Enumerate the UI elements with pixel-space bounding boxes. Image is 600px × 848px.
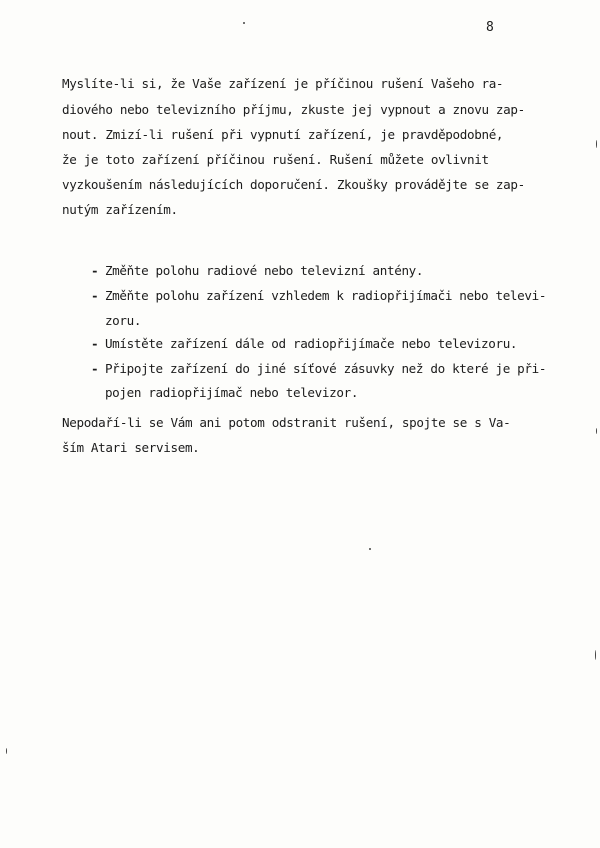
paragraph-2-line-1: Nepodaří-li se Vám ani potom odstranit rušení, spojte se s Va- (62, 415, 511, 430)
scan-speck (243, 22, 245, 24)
paragraph-1-line-6: nutým zařízením. (62, 202, 178, 217)
paragraph-1-line-2: diového nebo televizního příjmu, zkuste jej vypnout a znovu zap- (62, 102, 525, 117)
list-item-text: zoru. (104, 313, 142, 328)
paragraph-1-line-3: nout. Zmizí-li rušení při vypnutí zařízení, je pravděpodobné, (62, 127, 504, 142)
list-dash: - (90, 263, 99, 278)
list-item-text: Připojte zařízení do jiné síťové zásuvky než do které je při- (104, 361, 547, 376)
list-item-text: Umístěte zařízení dále od radiopřijímače nebo televizoru. (104, 336, 518, 351)
paragraph-1-line-5: vyzkoušením následujících doporučení. Zkoušky provádějte se zap- (62, 177, 525, 192)
paragraph-1-line-1: Myslíte-li si, že Vaše zařízení je příčinou rušení Vašeho ra- (62, 76, 504, 91)
scan-speck (595, 650, 596, 660)
scan-speck (6, 748, 7, 754)
list-item-text: pojen radiopřijímač nebo televizor. (104, 385, 359, 400)
list-dash: - (90, 336, 99, 351)
scan-speck (596, 140, 597, 148)
list-item-continuation (62, 369, 358, 417)
paragraph-2-line-2: ším Atari servisem. (62, 440, 200, 455)
page-number: 8 (486, 20, 494, 35)
paragraph-1-line-4: že je toto zařízení příčinou rušení. Rušení můžete ovlivnit (62, 152, 489, 167)
scan-speck (369, 548, 371, 550)
list-item-text: Změňte polohu zařízení vzhledem k radiopřijímači nebo televi- (104, 288, 547, 303)
list-dash: - (90, 361, 99, 376)
list-item-text: Změňte polohu radiové nebo televizní antény. (104, 263, 424, 278)
list-dash: - (90, 288, 99, 303)
scan-speck (596, 428, 597, 434)
